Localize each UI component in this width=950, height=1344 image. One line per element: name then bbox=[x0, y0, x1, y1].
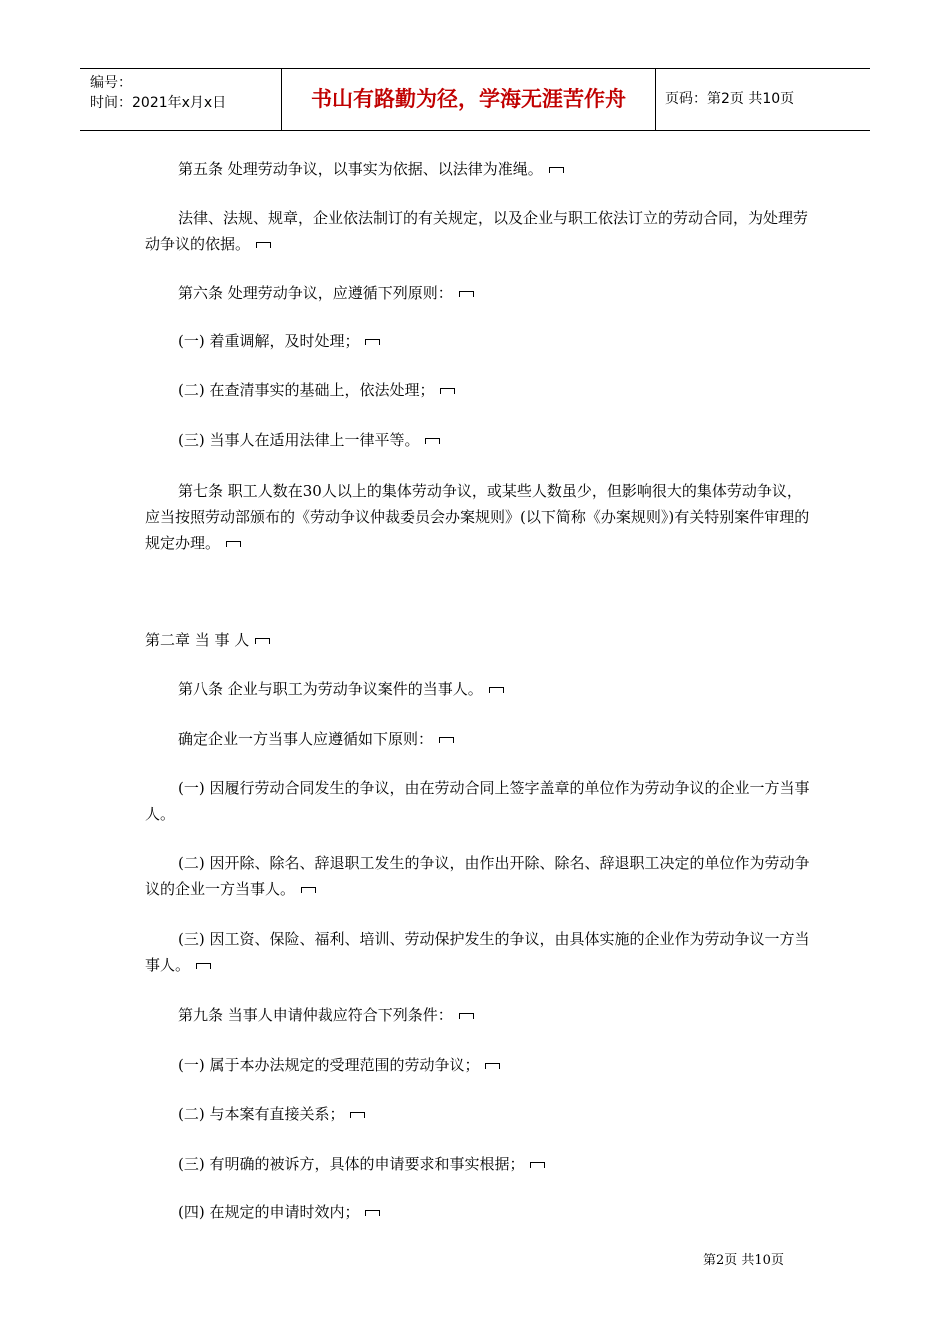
paragraph-text: (四) 在规定的申请时效内； bbox=[178, 1203, 360, 1221]
header-meta bbox=[90, 73, 226, 113]
paragraph-mark-icon bbox=[365, 339, 380, 345]
paragraph-mark-icon bbox=[439, 737, 454, 743]
paragraph-text: (三) 当事人在适用法律上一律平等。 bbox=[178, 431, 420, 449]
paragraph-text: (三) 有明确的被诉方，具体的申请要求和事实根据； bbox=[178, 1155, 525, 1173]
paragraph-text: (一) 属于本办法规定的受理范围的劳动争议； bbox=[178, 1056, 480, 1074]
paragraph-text: 确定企业一方当事人应遵循如下原则： bbox=[178, 730, 434, 748]
article-8 bbox=[145, 676, 813, 702]
page-footer: 第2页 共10页 bbox=[703, 1253, 784, 1268]
paragraph-mark-icon bbox=[196, 963, 211, 969]
header-motto: 书山有路勤为径，学海无涯苦作舟 bbox=[311, 87, 626, 111]
paragraph-mark-icon bbox=[549, 167, 564, 173]
paragraph-text: (二) 在查清事实的基础上，依法处理； bbox=[178, 381, 435, 399]
paragraph-text: 第二章 当 事 人 bbox=[145, 631, 250, 649]
paragraph-mark-icon bbox=[489, 687, 504, 693]
paragraph-mark-icon bbox=[256, 242, 271, 248]
list-item bbox=[145, 850, 813, 902]
list-item bbox=[145, 775, 813, 827]
list-item bbox=[145, 1101, 813, 1127]
paragraph-text: (二) 与本案有直接关系； bbox=[178, 1105, 345, 1123]
chapter-heading bbox=[145, 627, 813, 653]
paragraph-text: 第九条 当事人申请仲裁应符合下列条件： bbox=[178, 1006, 453, 1024]
paragraph-text: (三) 因工资、保险、福利、培训、劳动保护发生的争议，由具体实施的企业作为劳动争议一方当事人。 bbox=[145, 930, 810, 974]
paragraph-text: (一) 因履行劳动合同发生的争议，由在劳动合同上签字盖章的单位作为劳动争议的企业一方当事人。 bbox=[145, 779, 810, 823]
paragraph-mark-icon bbox=[459, 291, 474, 297]
paragraph-mark-icon bbox=[425, 438, 440, 444]
time-label: 时间：2021年x月x日 bbox=[90, 95, 227, 111]
paragraph-text: 第八条 企业与职工为劳动争议案件的当事人。 bbox=[178, 680, 483, 698]
paragraph-mark-icon bbox=[350, 1112, 365, 1118]
list-item bbox=[145, 1199, 813, 1225]
list-item bbox=[145, 328, 813, 354]
list-item bbox=[145, 377, 813, 403]
article-5 bbox=[145, 156, 813, 182]
paragraph-mark-icon bbox=[365, 1210, 380, 1216]
article-9 bbox=[145, 1002, 813, 1028]
paragraph-text: 第五条 处理劳动争议，以事实为依据、以法律为准绳。 bbox=[178, 160, 543, 178]
paragraph-mark-icon bbox=[301, 887, 316, 893]
list-item bbox=[145, 427, 813, 453]
paragraph-mark-icon bbox=[459, 1013, 474, 1019]
article-5-basis bbox=[145, 205, 813, 257]
article-8-principles bbox=[145, 726, 813, 752]
paragraph-text: 第七条 职工人数在30人以上的集体劳动争议，或某些人数虽少，但影响很大的集体劳动争议，应当按照劳动部颁布的《劳动争议仲裁委员会办案规则》(以下简称《办案规则》)有关特别案件审理的规定办理。 bbox=[145, 482, 810, 552]
paragraph-text: (二) 因开除、除名、辞退职工发生的争议，由作出开除、除名、辞退职工决定的单位作为劳动争议的企业一方当事人。 bbox=[145, 854, 810, 898]
number-label: 编号： bbox=[90, 75, 132, 91]
paragraph-mark-icon bbox=[255, 638, 270, 644]
paragraph-mark-icon bbox=[530, 1162, 545, 1168]
article-7 bbox=[145, 478, 813, 556]
paragraph-mark-icon bbox=[226, 541, 241, 547]
header-divider bbox=[655, 69, 656, 130]
paragraph-text: (一) 着重调解，及时处理； bbox=[178, 332, 360, 350]
paragraph-text: 法律、法规、规章，企业依法制订的有关规定，以及企业与职工依法订立的劳动合同，为处理劳动争议的依据。 bbox=[145, 209, 809, 253]
paragraph-mark-icon bbox=[440, 388, 455, 394]
article-6 bbox=[145, 280, 813, 306]
header-page-number: 页码：第2页 共10页 bbox=[665, 91, 795, 107]
list-item bbox=[145, 1151, 813, 1177]
paragraph-mark-icon bbox=[485, 1063, 500, 1069]
list-item bbox=[145, 1052, 813, 1078]
document-header bbox=[80, 68, 870, 131]
list-item bbox=[145, 926, 813, 978]
paragraph-text: 第六条 处理劳动争议，应遵循下列原则： bbox=[178, 284, 453, 302]
